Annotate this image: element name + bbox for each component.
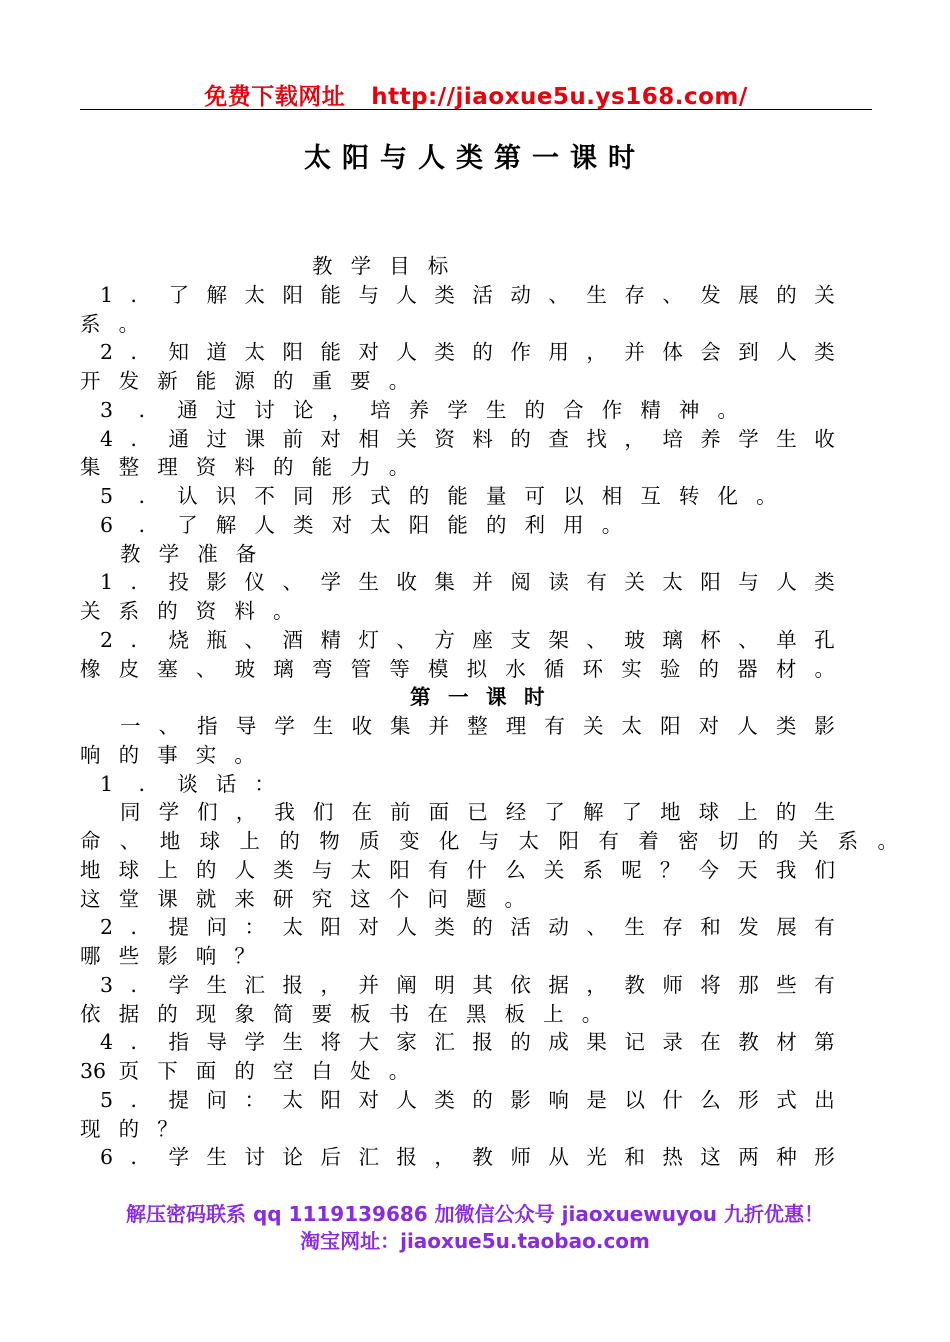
body-line: 同 学 们 ， 我 们 在 前 面 已 经 了 解 了 地 球 上 的 生	[120, 800, 835, 825]
body-line: 5 ． 提 问 ： 太 阳 对 人 类 的 影 响 是 以 什 么 形 式 出	[100, 1087, 835, 1112]
body-line: 依 据 的 现 象 简 要 板 书 在 黑 板 上 。	[80, 1001, 603, 1026]
body-line: 2 ． 知 道 太 阳 能 对 人 类 的 作 用 ， 并 体 会 到 人 类	[100, 340, 835, 365]
body-line: 地 球 上 的 人 类 与 太 阳 有 什 么 关 系 呢 ？ 今 天 我 们	[80, 857, 835, 882]
document-body	[80, 252, 898, 1172]
body-line: 6 ． 了 解 人 类 对 太 阳 能 的 利 用 。	[100, 512, 623, 537]
body-line: 1 ． 投 影 仪 、 学 生 收 集 并 阅 读 有 关 太 阳 与 人 类	[100, 570, 835, 595]
body-line: 1 ． 谈 话 ：	[100, 771, 275, 796]
body-line: 2 ． 烧 瓶 、 酒 精 灯 、 方 座 支 架 、 玻 璃 杯 、 单 孔	[100, 627, 835, 652]
body-line: 这 堂 课 就 来 研 究 这 个 问 题 。	[80, 886, 526, 911]
footer-shop-link[interactable]: 淘宝网址：jiaoxue5u.taobao.com	[300, 1229, 650, 1253]
body-line: 36 页 下 面 的 空 白 处 。	[80, 1059, 410, 1083]
body-line: 4 ． 通 过 课 前 对 相 关 资 料 的 查 找 ， 培 养 学 生 收	[100, 426, 835, 451]
header-url-link[interactable]: http://jiaoxue5u.ys168.com/	[371, 84, 748, 110]
body-line: 集 整 理 资 料 的 能 力 。	[80, 455, 410, 480]
page-title: 太阳与人类第一课时	[304, 143, 646, 174]
body-line: 6 ． 学 生 讨 论 后 汇 报 ， 教 师 从 光 和 热 这 两 种 形	[100, 1145, 835, 1170]
body-line: 5 ． 认 识 不 同 形 式 的 能 量 可 以 相 互 转 化 。	[100, 484, 777, 508]
body-line: 哪 些 影 响 ？	[80, 944, 255, 968]
body-line: 系 。	[80, 311, 140, 336]
body-line: 3 ． 通 过 讨 论 ， 培 养 学 生 的 合 作 精 神 。	[100, 397, 738, 422]
footer-contact: 解压密码联系 qq 1119139686 加微信公众号 jiaoxuewuyou 九折优惠！	[126, 1202, 824, 1226]
body-line: 橡 皮 塞 、 玻 璃 弯 管 等 模 拟 水 循 环 实 验 的 器 材 。	[80, 656, 835, 681]
body-line: 2 ． 提 问 ： 太 阳 对 人 类 的 活 动 、 生 存 和 发 展 有	[100, 915, 835, 940]
body-line: 响 的 事 实 。	[80, 742, 255, 767]
header-divider	[80, 109, 872, 110]
body-line: 4 ． 指 导 学 生 将 大 家 汇 报 的 成 果 记 录 在 教 材 第	[100, 1030, 835, 1055]
body-line: 3 ． 学 生 汇 报 ， 并 阐 明 其 依 据 ， 教 师 将 那 些 有	[100, 972, 835, 997]
header-label: 免费下载网址	[204, 84, 346, 110]
body-line: 命 、 地 球 上 的 物 质 变 化 与 太 阳 有 着 密 切 的 关 系 。	[80, 829, 898, 853]
body-line: 1 ． 了 解 太 阳 能 与 人 类 活 动 、 生 存 、 发 展 的 关	[100, 282, 835, 307]
download-header	[80, 78, 872, 111]
body-line: 第 一 课 时	[410, 685, 545, 710]
body-line: 一 、 指 导 学 生 收 集 并 整 理 有 关 太 阳 对 人 类 影	[120, 714, 835, 738]
body-line: 关 系 的 资 料 。	[80, 599, 294, 623]
body-line: 现 的 ？	[80, 1116, 178, 1141]
body-line: 教 学 目 标	[312, 254, 449, 278]
body-line: 教 学 准 备	[120, 541, 257, 566]
body-line: 开 发 新 能 源 的 重 要 。	[80, 369, 410, 393]
